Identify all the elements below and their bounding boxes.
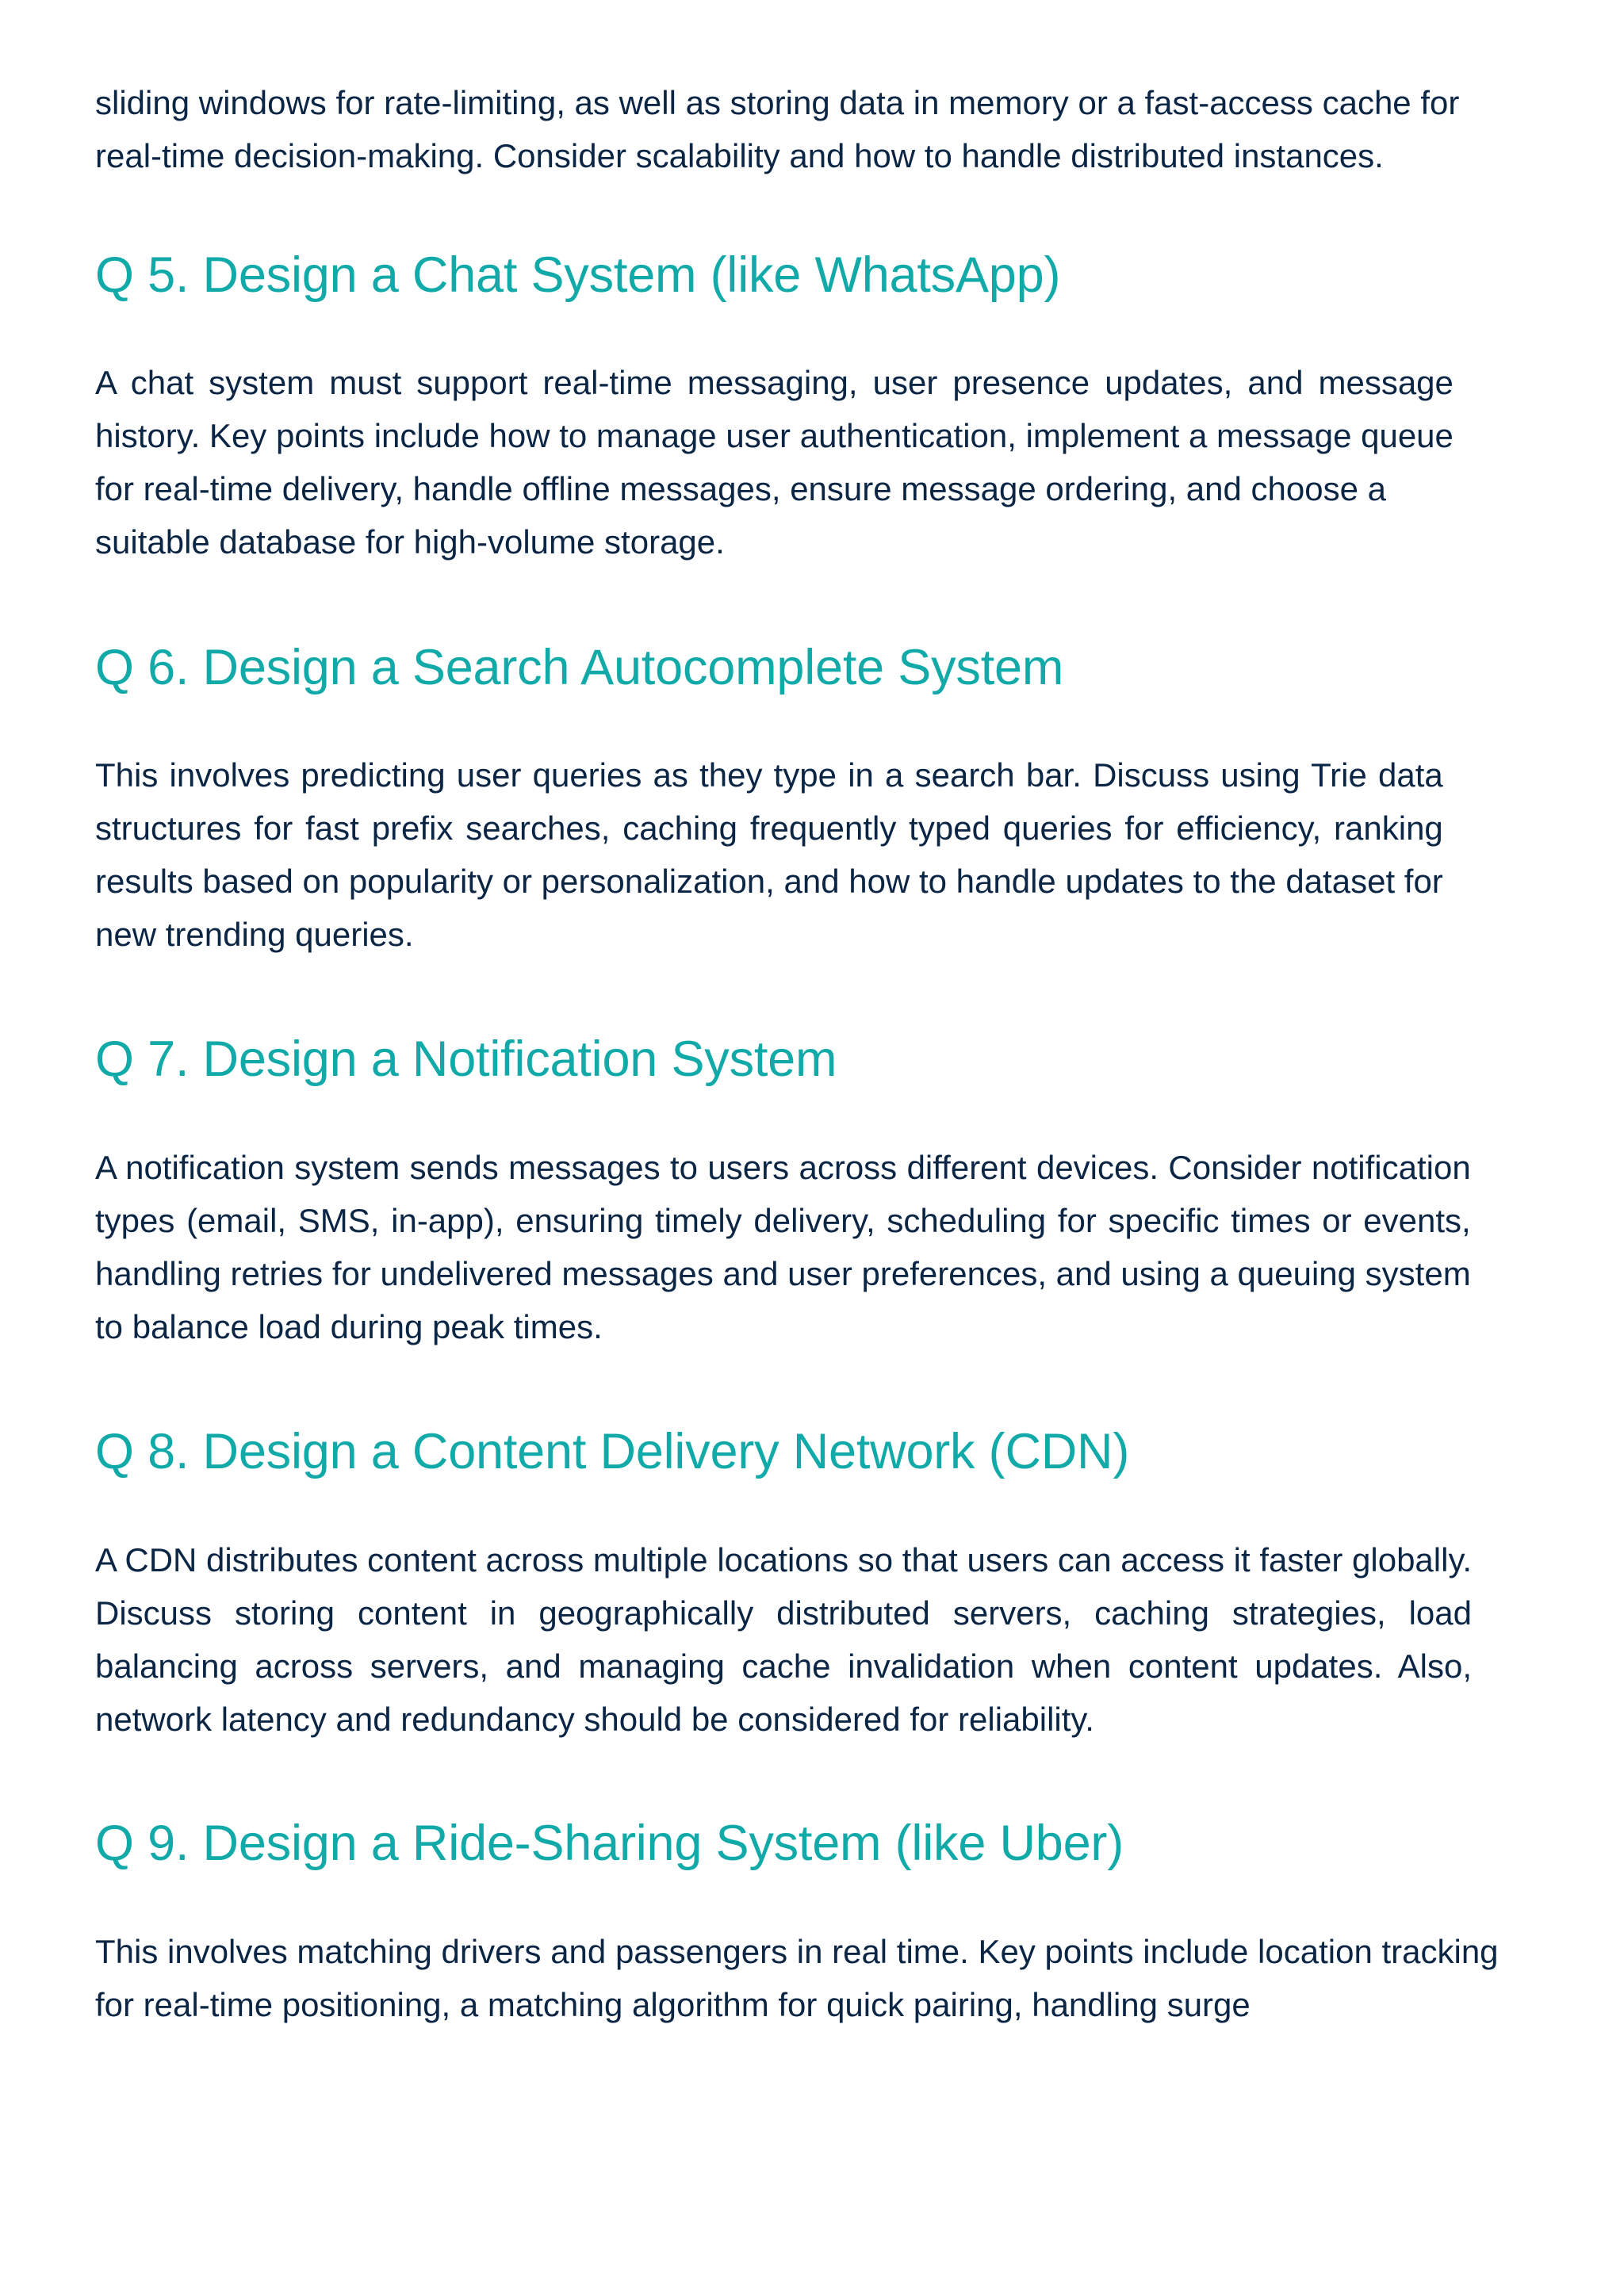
intro-paragraph	[95, 76, 1459, 182]
section-body-q6	[95, 748, 1443, 961]
paragraph-line: new trending queries.	[95, 916, 414, 953]
paragraph-line: A CDN distributes content across multiple locations so that users can access it faster globally.	[95, 1541, 1473, 1578]
paragraph-line: real-time decision-making. Consider scalability and how to handle distributed instances.	[95, 137, 1384, 174]
paragraph-line: to balance load during peak times.	[95, 1308, 603, 1345]
paragraph-line: This involves matching drivers and passengers in real time. Key points include location tracking	[95, 1933, 1499, 1970]
paragraph-line: network latency and redundancy should be considered for reliability.	[95, 1701, 1094, 1738]
paragraph-line: types (email, SMS, in-app), ensuring timely delivery, scheduling for specific times or events,	[95, 1202, 1471, 1239]
paragraph-line: structures for fast prefix searches, caching frequently typed queries for efficiency, ranking	[95, 809, 1443, 847]
paragraph-line: Discuss storing content in geographically distributed servers, caching strategies, load	[95, 1594, 1473, 1632]
section-heading-q6: Q 6. Design a Search Autocomplete System	[95, 640, 1064, 695]
section-body-q9	[95, 1925, 1499, 2031]
paragraph-line: suitable database for high-volume storage.	[95, 523, 725, 561]
section-heading-q7: Q 7. Design a Notification System	[95, 1031, 837, 1087]
section-body-q5	[95, 356, 1454, 568]
paragraph-line: results based on popularity or personalization, and how to handle updates to the dataset for	[95, 863, 1443, 900]
section-body-q7	[95, 1141, 1471, 1353]
paragraph-line: history. Key points include how to manage user authentication, implement a message queue	[95, 417, 1454, 454]
paragraph-line: sliding windows for rate-limiting, as well as storing data in memory or a fast-access cache for	[95, 84, 1460, 121]
section-heading-q8: Q 8. Design a Content Delivery Network (CDN)	[95, 1424, 1130, 1479]
paragraph-line: balancing across servers, and managing cache invalidation when content updates. Also,	[95, 1647, 1473, 1685]
paragraph-line: handling retries for undelivered messages and user preferences, and using a queuing system	[95, 1255, 1471, 1292]
paragraph-line: This involves predicting user queries as they type in a search bar. Discuss using Trie data	[95, 756, 1443, 794]
paragraph-line: for real-time positioning, a matching algorithm for quick pairing, handling surge	[95, 1986, 1251, 2023]
paragraph-line: A notification system sends messages to users across different devices. Consider notification	[95, 1149, 1471, 1186]
paragraph-line: A chat system must support real-time messaging, user presence updates, and message	[95, 364, 1454, 401]
section-body-q8	[95, 1533, 1472, 1746]
section-heading-q5: Q 5. Design a Chat System (like WhatsApp)	[95, 247, 1061, 303]
section-heading-q9: Q 9. Design a Ride-Sharing System (like Uber)	[95, 1816, 1124, 1871]
paragraph-line: for real-time delivery, handle offline messages, ensure message ordering, and choose a	[95, 470, 1387, 507]
